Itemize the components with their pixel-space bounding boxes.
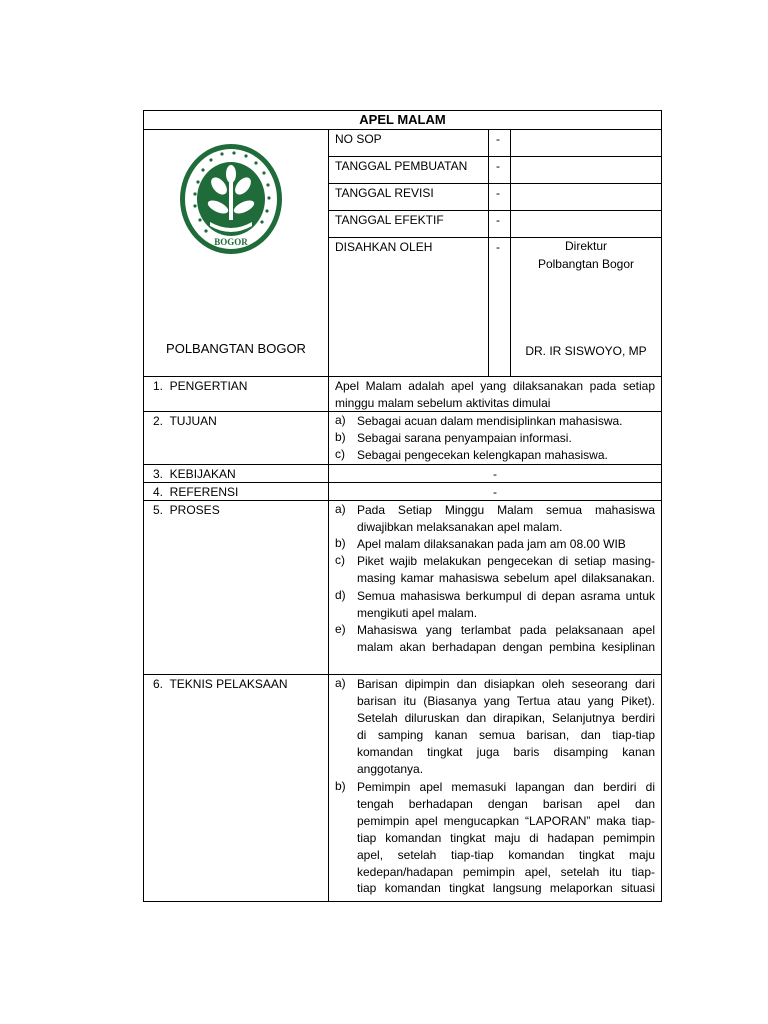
meta-separator: - bbox=[496, 213, 500, 227]
org-name: POLBANGTAN BOGOR bbox=[166, 341, 306, 356]
meta-separator: - bbox=[496, 159, 500, 173]
list-item-text: Mahasiswa yang terlambat pada pelaksanaan apel bbox=[357, 623, 655, 637]
list-item-text: barisan itu (Biasanya yang Tertua atau yang Piket). bbox=[357, 693, 655, 708]
list-item-text: Sebagai acuan dalam mendisiplinkan mahasiswa. bbox=[357, 414, 623, 428]
list-item-text: komandan tingkat juga baris disamping kanan bbox=[357, 744, 655, 759]
list-item-text: pemimpin apel mengucapkan “LAPORAN” maka tiap- bbox=[357, 813, 655, 828]
list-item-label: d) bbox=[335, 588, 346, 602]
approver-name: DR. IR SISWOYO, MP bbox=[525, 344, 647, 358]
list-item-text: Pada Setiap Minggu Malam semua mahasiswa bbox=[357, 503, 655, 517]
section-heading: 6. TEKNIS PELAKSAAN bbox=[153, 677, 288, 691]
section-heading: 4. REFERENSI bbox=[153, 485, 239, 499]
logo-emblem-icon bbox=[178, 142, 284, 256]
section-heading: 2. TUJUAN bbox=[153, 414, 217, 428]
list-item-text: kedepan/hadapan pemimpin apel, setelah itu tiap- bbox=[357, 864, 655, 879]
meta-label: TANGGAL REVISI bbox=[335, 186, 434, 200]
meta-label: TANGGAL PEMBUATAN bbox=[335, 159, 468, 173]
list-item-text: Sebagai sarana penyampaian informasi. bbox=[357, 431, 572, 445]
meta-row bbox=[510, 183, 662, 211]
list-item-text: tengah berhadapan dengan barisan apel dan bbox=[357, 796, 655, 811]
section-heading: 3. KEBIJAKAN bbox=[153, 467, 236, 481]
list-item-text: Apel malam dilaksanakan pada jam am 08.00 WIB bbox=[357, 537, 626, 551]
meta-separator: - bbox=[496, 186, 500, 200]
document-title: APEL MALAM bbox=[359, 112, 446, 127]
list-item-text: di samping kanan semua barisan, dan tiap-tiap bbox=[357, 727, 655, 742]
meta-separator: - bbox=[496, 240, 500, 254]
meta-row bbox=[488, 237, 511, 377]
list-item-text: Pemimpin apel memasuki lapangan dan berdiri di bbox=[357, 780, 655, 794]
list-item-text: apel, setelah tiap-tiap komandan tingkat maju bbox=[357, 847, 655, 862]
section-cell bbox=[143, 500, 329, 675]
meta-row bbox=[328, 237, 489, 377]
list-item-label: c) bbox=[335, 553, 345, 567]
list-item-text: diwajibkan melaksanakan apel malam. bbox=[357, 519, 563, 534]
list-item-text: Semua mahasiswa berkumpul di depan asrama untuk bbox=[357, 589, 655, 603]
list-item-text: Setelah diluruskan dan dirapikan, Selanjutnya berdiri bbox=[357, 710, 655, 725]
meta-separator: - bbox=[496, 132, 500, 146]
list-item-label: b) bbox=[335, 430, 346, 444]
pengertian-line: Apel Malam adalah apel yang dilaksanakan pada setiap bbox=[335, 379, 655, 393]
meta-label: NO SOP bbox=[335, 132, 382, 146]
institution-logo bbox=[178, 142, 284, 256]
list-item-text: anggotanya. bbox=[357, 761, 424, 776]
meta-row bbox=[510, 210, 662, 238]
list-item-label: c) bbox=[335, 447, 345, 461]
meta-row bbox=[510, 129, 662, 157]
list-item-label: a) bbox=[335, 676, 346, 690]
section-cell bbox=[143, 674, 329, 902]
referensi-value: - bbox=[493, 485, 497, 499]
list-item-text: malam akan berhadapan dengan pembina kesiplinan bbox=[357, 639, 655, 654]
approver-title: Direktur bbox=[564, 239, 607, 253]
list-item-text: Barisan dipimpin dan disiapkan oleh seseorang dari bbox=[357, 677, 655, 691]
list-item-label: b) bbox=[335, 536, 346, 550]
list-item-text: Piket wajib melakukan pengecekan di setiap masing- bbox=[357, 554, 655, 568]
pengertian-line: minggu malam sebelum aktivitas dimulai bbox=[335, 396, 551, 410]
list-item-label: b) bbox=[335, 779, 346, 793]
section-heading: 1. PENGERTIAN bbox=[153, 379, 248, 393]
section-heading: 5. PROSES bbox=[153, 503, 220, 517]
list-item-text: mengikuti apel malam. bbox=[357, 605, 478, 620]
kebijakan-value: - bbox=[493, 467, 497, 481]
list-item-label: e) bbox=[335, 622, 346, 636]
meta-label: TANGGAL EFEKTIF bbox=[335, 213, 444, 227]
meta-label: DISAHKAN OLEH bbox=[335, 240, 433, 254]
logo-ring-text: BOGOR bbox=[214, 237, 248, 247]
list-item-text: masing kamar mahasiswa sebelum apel dilaksanakan. bbox=[357, 570, 655, 585]
list-item-label: a) bbox=[335, 502, 346, 516]
list-item-text: Sebagai pengecekan kelengkapan mahasiswa. bbox=[357, 448, 608, 462]
meta-row bbox=[510, 156, 662, 184]
list-item-label: a) bbox=[335, 413, 346, 427]
list-item-text: tiap komandan tingkat langsung melaporkan situasi bbox=[357, 881, 655, 896]
list-item-text: tiap komandan tingkat maju di hadapan pemimpin bbox=[357, 830, 655, 845]
approver-org: Polbangtan Bogor bbox=[537, 257, 635, 271]
